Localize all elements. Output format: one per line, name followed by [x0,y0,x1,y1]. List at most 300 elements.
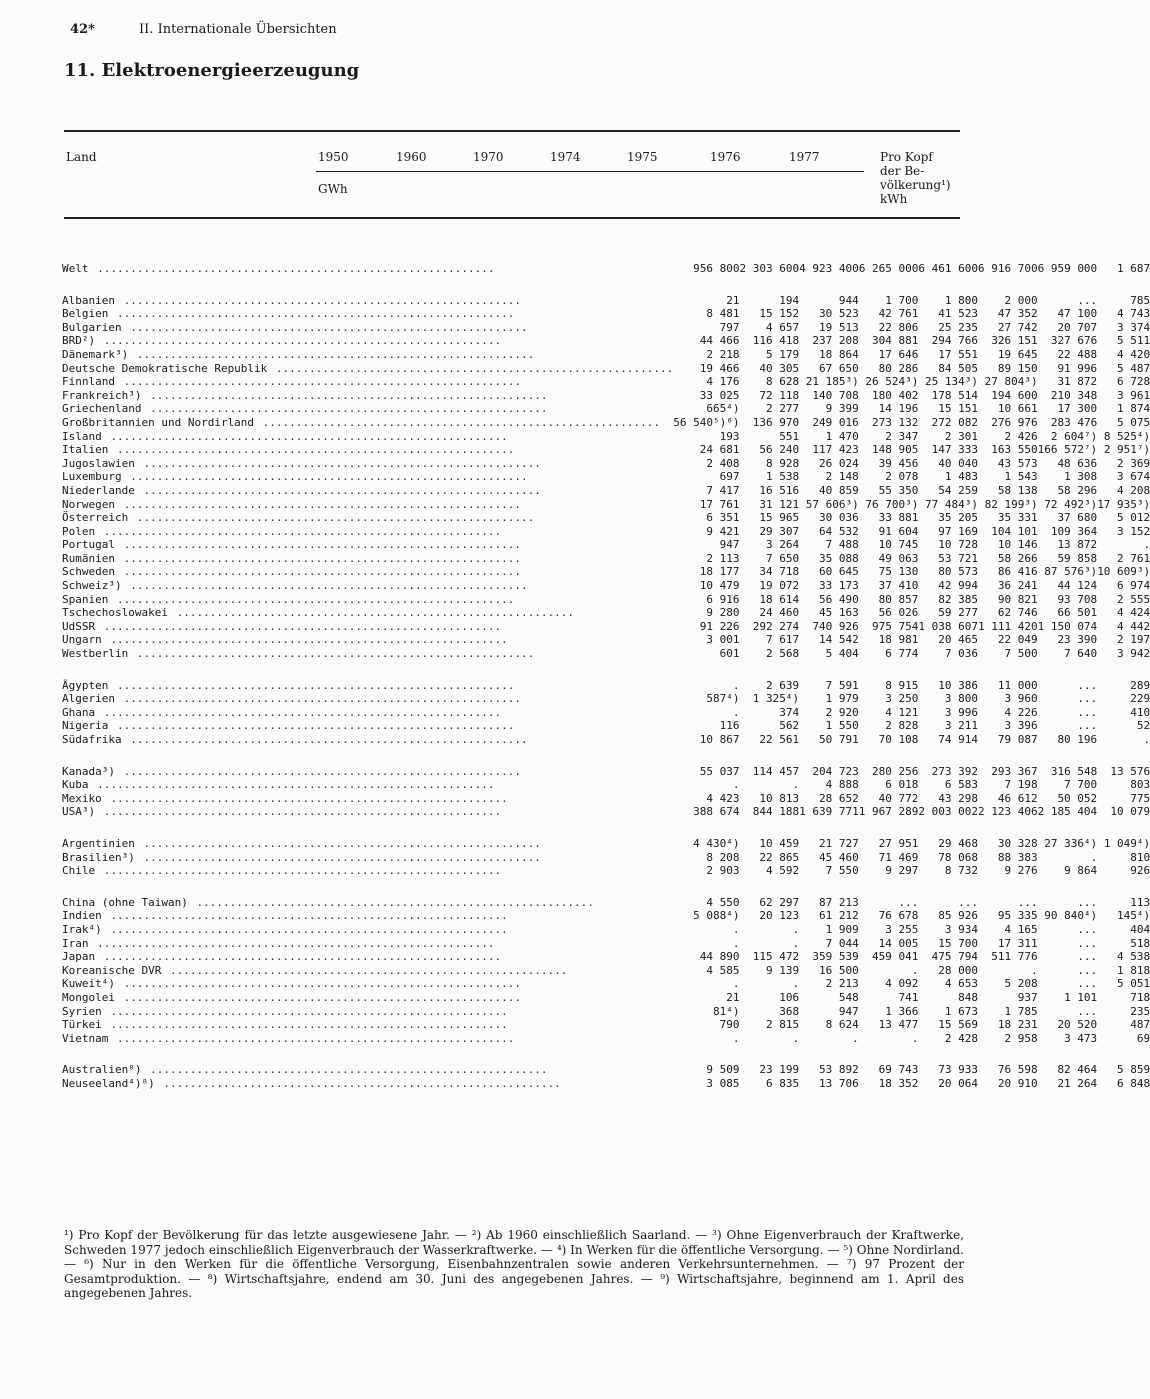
per-capita-cell: 4 538 [1117,950,1150,964]
leader-dots: ............................................................ [116,497,521,511]
value-cell: 67 650 [819,361,859,375]
column-header-land: Land [66,150,97,164]
country-name: Rumänien [62,551,115,565]
leader-dots: ............................................................ [143,1063,548,1077]
table-row [62,511,1150,525]
table-row [62,923,1150,937]
value-cell: 3 960 [1004,692,1038,706]
leader-dots: ............................................................ [97,334,502,348]
table-spacer [62,1045,1150,1063]
value-cell: 56 540⁵)⁶) [673,415,740,429]
value-cell: 4 657 [766,320,800,334]
value-cell: 2 213 [825,977,859,991]
leader-dots: ............................................................ [116,293,521,307]
value-cell: 10 813 [759,791,800,805]
per-capita-cell: 8 525⁴) [1103,429,1150,443]
leader-dots: ............................................................ [130,647,535,661]
value-cell: 15 152 [759,307,800,321]
value-cell: 1 967 289 [858,805,919,819]
country-cell [62,792,673,806]
country-cell [62,923,673,937]
per-capita-line-1: Pro Kopf [880,150,933,164]
country-name: Mexiko [62,791,102,805]
leader-dots: ............................................................ [97,619,502,633]
value-cell: 2 003 002 [918,805,978,819]
leader-dots: ............................................................ [90,936,495,950]
leader-dots: ............................................................ [123,470,528,484]
per-capita-cell: 718 [1130,990,1150,1004]
value-cell: 2 408 [706,456,740,470]
value-cell: 47 352 [997,307,1038,321]
table-row [62,262,1150,276]
value-cell: 45 163 [819,606,859,620]
value-cell: 15 965 [759,511,800,525]
value-cell: 166 572⁷) [1037,443,1098,457]
value-cell: 14 196 [878,402,919,416]
value-cell: 45 460 [819,850,859,864]
value-cell: 80 857 [878,592,919,606]
table-row [62,579,1150,593]
leader-dots: ............................................................ [90,778,495,792]
value-cell: 23 390 [1057,633,1098,647]
country-name: Vietnam [62,1031,109,1045]
value-cell: 15 569 [938,1018,978,1032]
country-name: Koreanische DVR [62,963,162,977]
value-cell: 1 470 [825,429,859,443]
value-cell: 82 199³) [984,497,1038,511]
value-cell: 944 [838,293,859,307]
value-cell: . [1030,963,1038,977]
leader-dots: ............................................................ [123,733,528,746]
value-cell: ... [1077,1004,1098,1018]
table-spacer [62,747,1150,765]
value-cell: 4 653 [944,977,978,991]
country-cell [62,1063,673,1077]
value-cell: 89 150 [997,361,1038,375]
country-cell [62,805,673,819]
value-cell: 58 296 [1057,483,1098,497]
country-cell [62,837,673,851]
value-cell: 4 923 400 [799,262,859,275]
value-cell: 53 892 [819,1063,859,1077]
country-cell [62,864,673,878]
country-cell [62,389,673,403]
country-cell [62,733,673,747]
value-cell: 4 592 [766,864,800,878]
value-cell: 20 465 [938,633,978,647]
country-name: Ghana [62,705,96,719]
per-capita-cell: . [1143,538,1150,552]
country-cell [62,294,673,308]
per-capita-cell: 145⁴) [1117,909,1150,923]
value-cell: 292 274 [752,619,800,633]
value-cell: . [792,1031,800,1045]
value-cell: 22 865 [759,850,800,864]
value-cell: 937 [1017,990,1038,1004]
value-cell: 95 335 [997,909,1038,923]
value-cell: 15 151 [938,402,978,416]
value-cell: 33 881 [878,511,919,525]
leader-dots: ............................................................ [97,805,502,819]
table-spacer [62,819,1150,837]
value-cell: 10 386 [938,678,978,692]
value-cell: 25 235 [938,320,978,334]
country-cell [62,470,673,484]
value-cell: 17 311 [997,936,1038,950]
leader-dots: ............................................................ [97,950,502,964]
per-capita-cell: 4 442 [1117,619,1150,633]
country-cell [62,348,673,362]
per-capita-cell: 235 [1130,1004,1150,1018]
value-cell: 797 [719,320,740,334]
leader-dots: ............................................................ [103,909,508,923]
value-cell: 316 548 [1050,764,1098,778]
value-cell: . [792,778,800,792]
table-top-rule [64,130,960,132]
table-row [62,416,1150,430]
value-cell: 8 915 [885,678,919,692]
value-cell: 459 041 [872,950,919,964]
column-header-year-1975: 1975 [627,150,658,164]
leader-dots: ............................................................ [163,963,568,977]
value-cell: 8 208 [706,850,740,864]
value-cell: 194 600 [991,388,1038,402]
leader-dots: ............................................................ [110,678,515,692]
value-cell: 9 276 [1004,864,1038,878]
value-cell: 3 996 [944,705,978,719]
value-cell: 280 256 [872,764,919,778]
value-cell: 57 606³) [805,497,859,511]
value-cell: 6 916 700 [977,262,1038,275]
value-cell: 741 [898,990,919,1004]
value-cell: 18 614 [759,592,800,606]
table-row [62,334,1150,348]
per-capita-cell: 6 848 [1117,1076,1150,1090]
value-cell: 22 488 [1057,347,1098,361]
value-cell: 13 706 [819,1076,859,1090]
value-cell: 24 460 [759,606,800,620]
value-cell: 17 551 [938,347,978,361]
value-cell: . [732,936,740,950]
value-cell: 30 036 [819,511,859,525]
country-name: Türkei [62,1018,102,1032]
value-cell: 388 674 [693,805,740,819]
country-name: Tschechoslowakei [62,606,168,620]
per-capita-cell: 5 487 [1117,361,1150,375]
value-cell: 9 421 [706,524,740,538]
value-cell: 2 000 [1004,293,1038,307]
country-cell [62,402,673,416]
country-cell [62,991,673,1005]
value-cell: 163 550 [991,443,1038,457]
country-cell [62,1077,673,1091]
per-capita-cell: 3 674 [1117,470,1150,484]
value-cell: 16 516 [759,483,800,497]
value-cell: 1 673 [944,1004,978,1018]
per-capita-line-4: kWh [880,192,908,206]
value-cell: 6 959 000 [1037,262,1098,275]
country-name: Luxemburg [62,470,122,484]
value-cell: 59 277 [938,606,978,620]
value-cell: 237 208 [812,334,859,348]
per-capita-cell: 229 [1130,692,1150,706]
table-row [62,389,1150,403]
table-row [62,498,1150,512]
value-cell: 106 [779,990,800,1004]
value-cell: 86 416 [997,565,1038,579]
value-cell: 1 101 [1064,990,1098,1004]
leader-dots: ............................................................ [110,1031,515,1045]
per-capita-cell: 3 942 [1117,647,1150,661]
value-cell: 21 [726,990,740,1004]
value-cell: 6 835 [766,1076,800,1090]
column-header-year-1960: 1960 [396,150,427,164]
running-head [70,22,337,37]
value-cell: 64 532 [819,524,859,538]
table-row [62,457,1150,471]
leader-dots: ............................................................ [103,429,508,443]
value-cell: 72 492³) [1044,497,1098,511]
leader-dots: ............................................................ [110,592,515,606]
leader-dots: ............................................................ [110,719,515,733]
per-capita-cell: 6 974 [1117,579,1150,593]
value-cell: 3 473 [1064,1031,1098,1045]
value-cell: 28 000 [938,963,978,977]
value-cell: 13 477 [878,1018,919,1032]
country-name: Österreich [62,511,129,525]
value-cell: 2 123 406 [977,805,1038,819]
value-cell: 11 000 [997,678,1038,692]
value-cell: 73 933 [938,1063,978,1077]
country-cell [62,443,673,457]
value-cell: 848 [958,990,978,1004]
country-cell [62,633,673,647]
value-cell: 293 367 [991,764,1038,778]
value-cell: 194 [779,293,800,307]
leader-dots: ............................................................ [103,633,508,647]
per-capita-cell: 2 555 [1117,592,1150,606]
table-row [62,851,1150,865]
value-cell: 4 888 [825,778,859,792]
header-bottom-rule [64,217,960,219]
value-cell: 91 604 [878,524,919,538]
value-cell: ... [1077,977,1098,991]
country-cell [62,606,673,620]
table-row [62,321,1150,335]
value-cell: 56 240 [759,443,800,457]
value-cell: 1 483 [944,470,978,484]
value-cell: 9 864 [1064,864,1098,878]
value-cell: 210 348 [1050,388,1098,402]
country-cell [62,851,673,865]
value-cell: 61 212 [819,909,859,923]
table-row [62,294,1150,308]
country-cell [62,579,673,593]
per-capita-cell: 17 935³) [1097,497,1150,511]
leader-dots: ............................................................ [116,565,521,579]
table-spacer [62,661,1150,679]
value-cell: 2 639 [766,678,800,692]
value-cell: . [732,1031,740,1045]
value-cell: 42 994 [938,579,978,593]
country-cell [62,430,673,444]
table-row [62,792,1150,806]
value-cell: 326 151 [991,334,1038,348]
value-cell: 26 024 [819,456,859,470]
value-cell: 8 628 [766,375,800,389]
country-name: Portugal [62,538,115,552]
value-cell: 88 383 [997,850,1038,864]
value-cell: 14 542 [819,633,859,647]
country-cell [62,498,673,512]
value-cell: 947 [719,538,740,552]
value-cell: 2 113 [706,551,740,565]
table-row [62,964,1150,978]
country-cell [62,909,673,923]
value-cell: 6 774 [885,647,919,661]
unit-label: GWh [318,182,348,196]
per-capita-cell: 1 874 [1117,402,1150,416]
value-cell: 20 910 [997,1076,1038,1090]
country-name: Kuba [62,778,89,792]
country-name: Polen [62,524,96,538]
per-capita-cell: 5 075 [1117,415,1150,429]
value-cell: 58 266 [997,551,1038,565]
leader-dots: ............................................................ [130,347,535,361]
value-cell: 58 138 [997,483,1038,497]
per-capita-cell: 926 [1130,864,1150,878]
per-capita-cell: 518 [1130,936,1150,950]
value-cell: 80 286 [878,361,919,375]
value-cell: 30 328 [997,836,1038,850]
value-cell: 37 680 [1057,511,1098,525]
value-cell: 5 404 [825,647,859,661]
value-cell: ... [1017,895,1038,909]
value-cell: 70 108 [878,733,919,746]
table-row [62,778,1150,792]
leader-dots: ............................................................ [116,538,521,552]
per-capita-cell: 10 079 [1110,805,1150,819]
value-cell: 19 072 [759,579,800,593]
leader-dots: ............................................................ [256,415,661,429]
country-name: Irak⁴) [62,922,102,936]
value-cell: 7 650 [766,551,800,565]
country-name: Brasilien³) [62,850,135,864]
value-cell: 304 881 [872,334,919,348]
value-cell: 10 728 [938,538,978,552]
country-cell [62,484,673,498]
leader-dots: ............................................................ [90,262,495,275]
value-cell: 3 250 [885,692,919,706]
country-name: Kuweit⁴) [62,977,115,991]
leader-dots: ............................................................ [136,456,541,470]
per-capita-cell: 410 [1130,705,1150,719]
leader-dots: ............................................................ [123,579,528,593]
value-cell: 4 423 [706,791,740,805]
value-cell: 3 211 [944,719,978,733]
column-header-year-1970: 1970 [473,150,504,164]
per-capita-cell: 1 818 [1117,963,1150,977]
value-cell: 20 064 [938,1076,978,1090]
value-cell: 80 196 [1057,733,1098,746]
value-cell: 48 636 [1057,456,1098,470]
country-cell [62,375,673,389]
leader-dots: ............................................................ [110,307,515,321]
country-name: Iran [62,936,89,950]
table-row [62,430,1150,444]
table-row [62,1018,1150,1032]
per-capita-cell: 810 [1130,850,1150,864]
value-cell: 84 505 [938,361,978,375]
value-cell: 178 514 [931,388,978,402]
table-row [62,837,1150,851]
leader-dots: ............................................................ [143,402,548,416]
country-cell [62,525,673,539]
country-name: Algerien [62,692,115,706]
value-cell: 975 754 [872,619,919,633]
per-capita-cell: 113 [1130,895,1150,909]
value-cell: 697 [719,470,740,484]
leader-dots: ............................................................ [189,895,594,909]
value-cell: 79 087 [997,733,1038,746]
value-cell: 1 700 [885,293,919,307]
value-cell: 59 858 [1057,551,1098,565]
value-cell: 1 325⁴) [752,692,800,706]
value-cell: 44 890 [699,950,740,964]
table-row [62,538,1150,552]
table-row [62,765,1150,779]
country-name: Kanada³) [62,764,115,778]
country-name: Finnland [62,375,115,389]
value-cell: 193 [719,429,740,443]
leader-dots: ............................................................ [110,443,515,457]
value-cell: 7 036 [944,647,978,661]
value-cell: 10 146 [997,538,1038,552]
country-name: Jugoslawien [62,456,135,470]
leader-dots: ............................................................ [136,483,541,497]
value-cell: 56 026 [878,606,919,620]
value-cell: 2 218 [706,347,740,361]
value-cell: 3 800 [944,692,978,706]
value-cell: 359 539 [812,950,859,964]
table-row [62,1063,1150,1077]
leader-dots: ............................................................ [97,705,502,719]
table-spacer [62,276,1150,294]
per-capita-cell: 4 420 [1117,347,1150,361]
value-cell: 29 468 [938,836,978,850]
column-header-year-1974: 1974 [550,150,581,164]
value-cell: 3 255 [885,922,919,936]
value-cell: 7 417 [706,483,740,497]
country-name: Südafrika [62,733,122,746]
value-cell: 76 678 [878,909,919,923]
country-cell [62,457,673,471]
per-capita-cell: 5 511 [1117,334,1150,348]
per-capita-cell: 3 374 [1117,320,1150,334]
leader-dots: ............................................................ [116,977,521,991]
column-header-year-1976: 1976 [710,150,741,164]
table-row [62,733,1150,747]
value-cell: 1 785 [1004,1004,1038,1018]
table-row [62,307,1150,321]
leader-dots: ............................................................ [130,511,535,525]
value-cell: 9 139 [766,963,800,977]
table-row [62,606,1150,620]
per-capita-line-3: völkerung¹) [880,178,951,192]
value-cell: 1 366 [885,1004,919,1018]
value-cell: 947 [838,1004,859,1018]
per-capita-cell: 487 [1130,1018,1150,1032]
